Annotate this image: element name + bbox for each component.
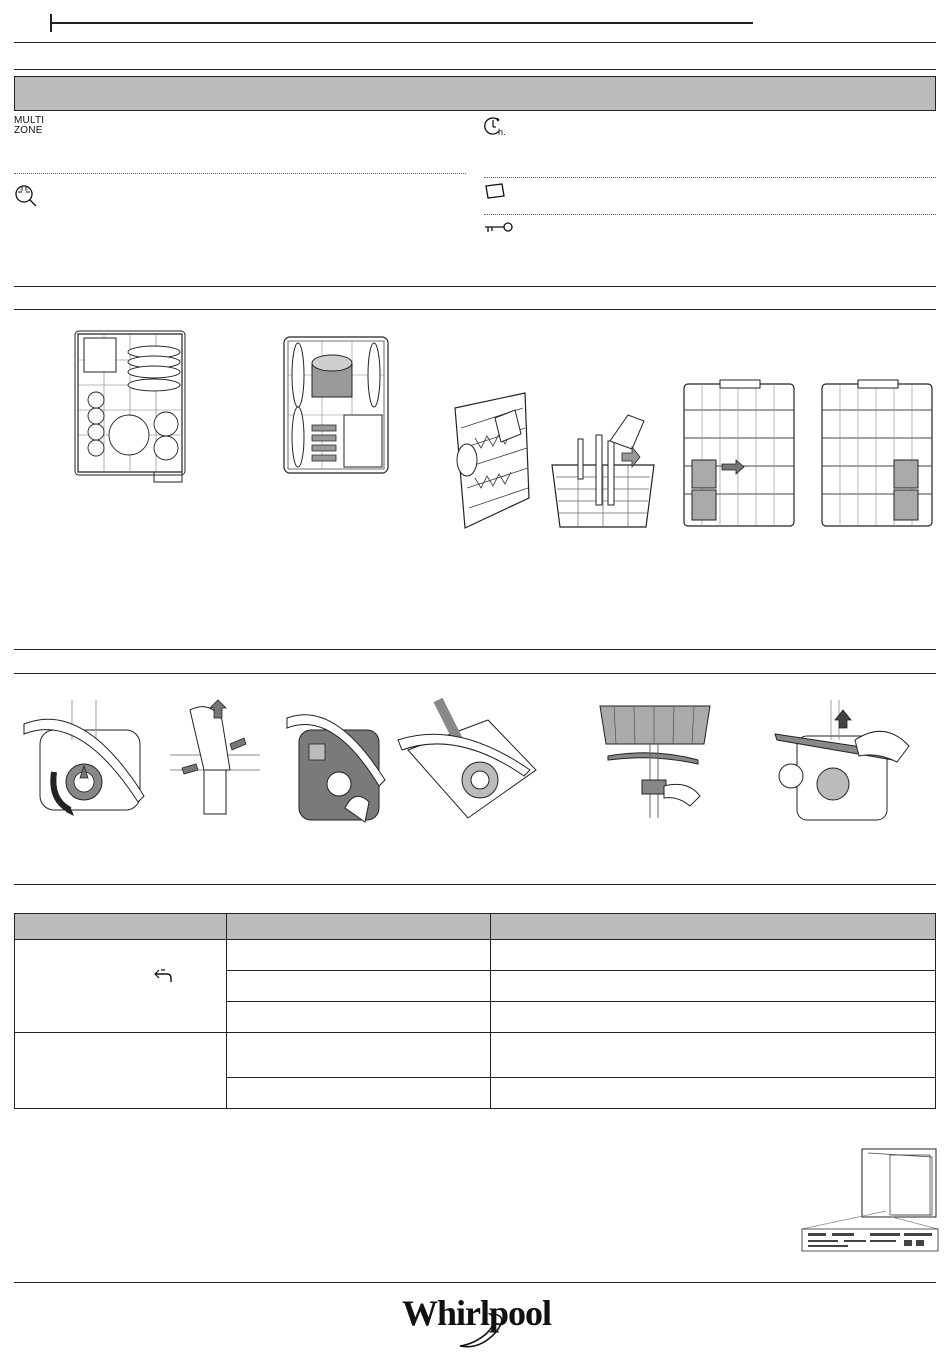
section-rule-6: [14, 673, 936, 674]
table-row: [15, 1033, 936, 1078]
table-cell: [226, 940, 491, 971]
lower-basket-illustration: [74, 330, 186, 485]
spray-arm-removal-illustration: [20, 700, 150, 825]
extra-search-icon: [14, 183, 40, 209]
tablet-icon: [484, 183, 506, 199]
upper-spray-arm-illustration: [594, 700, 716, 820]
footer-rule: [14, 1282, 936, 1283]
foldable-tines-illustration: [445, 388, 535, 533]
table-cell: [491, 971, 936, 1002]
section-rule-3: [14, 286, 936, 287]
dotted-separator: [484, 177, 936, 178]
key-lock-icon: [484, 222, 514, 236]
filter-removal-illustration: [170, 700, 270, 825]
whirlpool-logo: [400, 1290, 550, 1340]
logo-swoosh: [450, 1310, 510, 1350]
dotted-separator: [14, 173, 466, 174]
table-cell: [491, 1078, 936, 1109]
top-page-rule: [50, 22, 753, 24]
table-cell: [491, 1033, 936, 1078]
section-rule-5: [14, 649, 936, 650]
logo-text: Whirlpool: [402, 1293, 552, 1333]
multizone-label-line2: ZONE: [14, 125, 43, 136]
section-rule-1: [14, 42, 936, 43]
table-cell-problem-1: [15, 940, 227, 1033]
filter-reinsert-illustration: [285, 700, 390, 825]
multizone-label-line1: MULTI: [14, 115, 45, 126]
table-header-row: [15, 914, 936, 940]
section-header-bar: [14, 76, 936, 111]
section-rule-7: [14, 884, 936, 885]
table-row: [15, 940, 936, 971]
top-rule-tick: [50, 14, 52, 32]
table-cell: [491, 1002, 936, 1033]
troubleshooting-table: [14, 913, 936, 1109]
basket-rack-illustration-2: [818, 380, 936, 530]
table-cell: [226, 1078, 491, 1109]
basket-rack-illustration-1: [680, 380, 798, 530]
upper-basket-illustration: [282, 335, 390, 477]
water-tap-icon: [153, 968, 175, 986]
delay-start-suffix: h.: [498, 127, 506, 137]
lower-spray-arm-illustration: [775, 700, 910, 825]
rating-plate-illustration: [800, 1145, 940, 1253]
table-cell: [226, 1033, 491, 1078]
table-cell: [491, 940, 936, 971]
section-rule-2: [14, 69, 936, 70]
table-header-cause: [226, 914, 491, 940]
table-cell-problem-2: [15, 1033, 227, 1109]
table-header-solution: [491, 914, 936, 940]
filter-lock-illustration: [398, 700, 540, 825]
table-cell: [226, 971, 491, 1002]
multizone-icon: [14, 116, 44, 136]
dotted-separator: [484, 214, 936, 215]
cutlery-basket-illustration: [548, 415, 658, 533]
section-rule-4: [14, 309, 936, 310]
table-cell: [226, 1002, 491, 1033]
table-header-problem: [15, 914, 227, 940]
